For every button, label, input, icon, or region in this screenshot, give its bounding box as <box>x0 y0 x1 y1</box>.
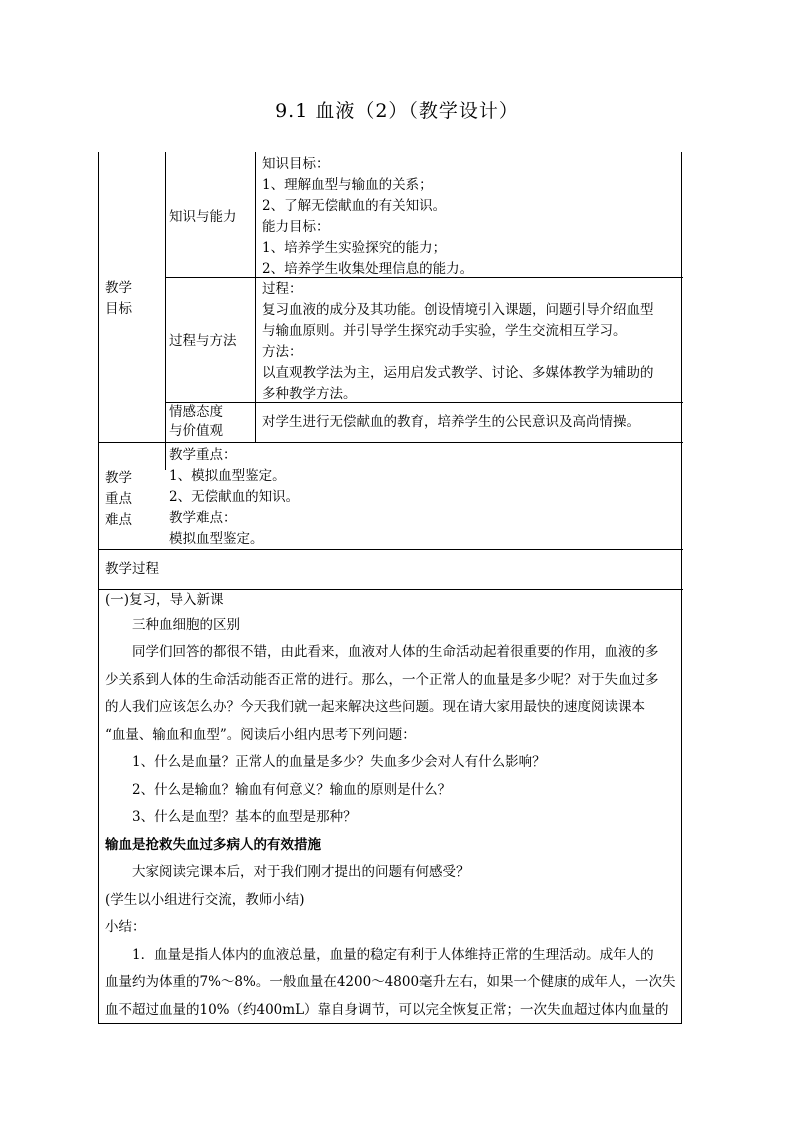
text-line: 能力目标： <box>262 219 330 235</box>
key-points-content <box>169 445 677 550</box>
text-line: 知识目标： <box>262 156 330 172</box>
section-heading: (一)复习，导入新课 <box>105 592 224 608</box>
question-line: 3、什么是血型？基本的血型是那种？ <box>132 809 357 825</box>
text-line: 血不超过血量的10%（约400mL）靠自身调节，可以完全恢复正常；一次失血超过体内血量的 <box>105 1001 669 1018</box>
text-line: 血量约为体重的7%～8%。一般血量在4200～4800毫升左右，如果一个健康的成年人，一次失 <box>105 974 676 990</box>
divider <box>255 152 256 442</box>
text-line: 小结： <box>105 919 146 935</box>
process-content <box>105 589 679 1024</box>
text-line: (学生以小组进行交流，教师小结) <box>105 891 305 908</box>
key-points-label: 教学 重点 难点 <box>105 470 132 528</box>
text-line: 模拟血型鉴定。 <box>169 531 264 547</box>
text-line: 多种教学方法。 <box>262 386 357 402</box>
text-line: 方法： <box>262 344 303 360</box>
text-line: 2、培养学生收集处理信息的能力。 <box>262 261 474 277</box>
text-line: 2、了解无偿献血的有关知识。 <box>262 198 447 214</box>
text-line: 教学重点： <box>169 447 237 463</box>
text-line: 1、模拟血型鉴定。 <box>169 468 286 484</box>
text-line: 复习血液的成分及其功能。创设情境引入课题，问题引导介绍血型 <box>262 302 654 318</box>
text-line: 三种血细胞的区别 <box>132 617 240 633</box>
bold-heading: 输血是抢救失血过多病人的有效措施 <box>105 836 321 853</box>
text-line: 与输血原则。并引导学生探究动手实验，学生交流相互学习。 <box>262 323 627 339</box>
text-line: 的人我们应该怎么办？今天我们就一起来解决这些问题。现在请大家用最快的速度阅读课本 <box>105 699 645 715</box>
text-line: 1．血量是指人体内的血液总量，血量的稳定有利于人体维持正常的生理活动。成年人的 <box>132 946 654 963</box>
text-line: 1、理解血型与输血的关系； <box>262 177 433 193</box>
divider <box>99 442 683 443</box>
row-label-values: 情感态度 与价值观 <box>169 404 223 439</box>
row-label-process: 过程与方法 <box>169 333 237 349</box>
text-line: 同学们回答的都很不错，由此看来，血液对人体的生命活动起着很重要的作用，血液的多 <box>132 644 659 660</box>
knowledge-content <box>262 154 680 280</box>
process-method-content <box>262 279 680 405</box>
text-line: 1、培养学生实验探究的能力； <box>262 240 447 256</box>
values-content <box>262 412 680 433</box>
row-label-knowledge: 知识与能力 <box>169 209 237 225</box>
page-title: 9.1 血液（2）（教学设计） <box>275 100 519 122</box>
text-line: 对学生进行无偿献血的教育，培养学生的公民意识及高尚情操。 <box>262 414 640 430</box>
lesson-plan-table <box>98 152 682 1024</box>
text-line: 过程： <box>262 281 303 297</box>
text-line: 大家阅读完课本后，对于我们刚才提出的问题有何感受？ <box>132 864 470 880</box>
question-line: 2、什么是输血？输血有何意义？输血的原则是什么？ <box>132 781 452 798</box>
text-line: 教学难点： <box>169 510 237 526</box>
text-line: 少关系到人体的生命活动能否正常的进行。那么，一个正常人的血量是多少呢？对于失血过多 <box>105 671 659 688</box>
process-header: 教学过程 <box>105 561 159 577</box>
text-line: “血量、输血和血型”。阅读后小组内思考下列问题： <box>105 726 416 743</box>
question-line: 1、什么是血量？正常人的血量是多少？失血多少会对人有什么影响？ <box>132 754 546 770</box>
text-line: 2、无偿献血的知识。 <box>169 489 300 505</box>
text-line: 以直观教学法为主，运用启发式教学、讨论、多媒体教学为辅助的 <box>262 365 654 381</box>
divider <box>165 152 166 470</box>
objectives-label: 教学 目标 <box>105 280 132 317</box>
